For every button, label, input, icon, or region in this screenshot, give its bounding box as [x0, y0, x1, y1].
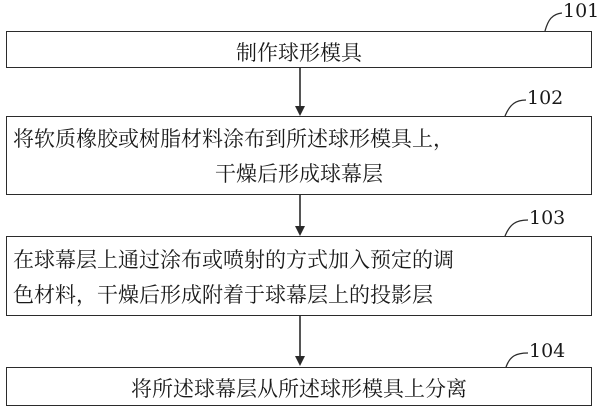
step-text-102-line1: 将软质橡胶或树脂材料涂布到所述球形模具上， — [13, 127, 454, 151]
step-text-102-line2: 干燥后形成球幕层 — [215, 162, 383, 186]
step-box-103 — [6, 236, 592, 316]
step-text-103-line1: 在球幕层上通过涂布或喷射的方式加入预定的调 — [13, 248, 454, 272]
step-text-101-line1: 制作球形模具 — [236, 41, 362, 65]
leader-102 — [505, 100, 526, 116]
step-number-103: 103 — [529, 207, 566, 229]
step-box-101 — [6, 31, 592, 68]
step-box-102 — [6, 116, 592, 195]
arrowhead-102-103 — [295, 226, 305, 236]
step-number-104: 104 — [529, 340, 566, 362]
arrowhead-103-104 — [295, 356, 305, 366]
step-box-104 — [6, 367, 592, 406]
step-text-103-line2: 色材料，干燥后形成附着于球幕层上的投影层 — [13, 283, 433, 307]
arrowhead-101-102 — [295, 106, 305, 116]
leader-103 — [505, 220, 528, 236]
step-number-101: 101 — [563, 0, 600, 22]
step-text-104-line1: 将所述球幕层从所述球形模具上分离 — [131, 377, 467, 401]
leader-104 — [506, 353, 528, 367]
leader-101 — [545, 13, 562, 31]
step-number-102: 102 — [527, 87, 564, 109]
